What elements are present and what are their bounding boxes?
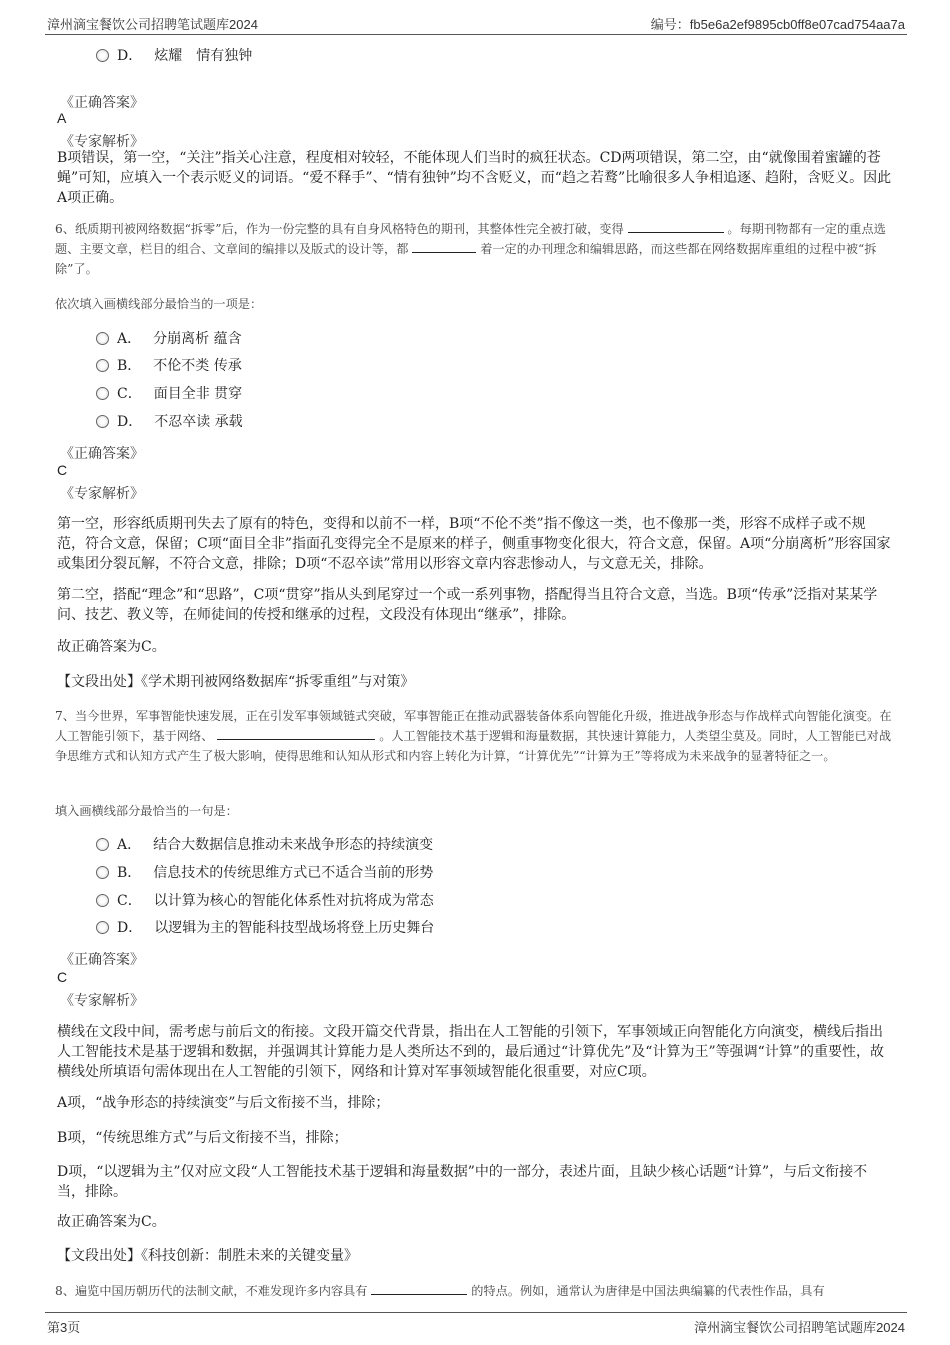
header-doc-id: 编号：fb5e6a2ef9895cb0ff8e07cad754aa7a <box>650 17 905 32</box>
q6-option-a[interactable]: A． 分崩离析 蕴含 <box>96 329 242 349</box>
answer-label: 《正确答案》 <box>60 95 144 111</box>
radio-icon[interactable] <box>96 49 109 62</box>
answer-label: 《正确答案》 <box>60 446 144 462</box>
analysis-paragraph-1: 横线在文段中间，需考虑与前后文的衔接。文段开篇交代背景，指出在人工智能的引领下，军事领域正向智能化方向演变，横线后指出人工智能技术是基于逻辑和数据，并强调其计算能力是人类所达不到的，最后通过“计算优先”及“计算为王”等强调“计算”的重要性，故横线处所填语句需体现出在人工智能的引领下，网络和计算对军事领域智能化很重要，对应C项。 <box>57 1024 884 1080</box>
q6-option-b[interactable]: B． 不伦不类 传承 <box>96 356 242 376</box>
prev-option-d[interactable]: D． 炫耀 情有独钟 <box>96 46 252 66</box>
question-6-text: 6、纸质期刊被网络数据“拆零”后，作为一份完整的具有自身风格特色的期刊，其整体性完全被打破，变得 。每期刊物都有一定的重点选题、主要文章，栏目的组合、文章间的编排以及版式的设计等，都 着一定的办刊理念和编辑思路，而这些都在网络数据库重组的过程中被“拆除”了。 <box>55 222 886 276</box>
q7-option-c[interactable]: C． 以计算为核心的智能化体系性对抗将成为常态 <box>96 891 434 911</box>
q7-option-d[interactable]: D． 以逻辑为主的智能科技型战场将登上历史舞台 <box>96 918 434 938</box>
question-7-prompt: 填入画横线部分最恰当的一句是： <box>55 804 238 818</box>
question-7-text: 7、当今世界，军事智能快速发展，正在引发军事领域链式突破，军事智能正在推动武器装备体系向智能化升级，推进战争形态与作战样式向智能化演变。在人工智能引领下，基于网络、 。人工智能技术基于逻辑和海量数据，其快速计算能力，人类望尘莫及。同时，人工智能已对战争思维方式和认知方式产生了极大影响，使得思维和认知从形式和内容上转化为计算，“计算优先”“计算为王”等将成为未来战争的显著特征之一。 <box>55 709 892 763</box>
answer-label: 《正确答案》 <box>60 952 144 968</box>
radio-icon[interactable] <box>96 359 109 372</box>
radio-icon[interactable] <box>96 894 109 907</box>
fill-blank <box>371 1282 467 1295</box>
radio-icon[interactable] <box>96 838 109 851</box>
analysis-text: B项错误，第一空，“关注”指关心注意，程度相对较轻，不能体现人们当时的疯狂状态。CD两项错误，第二空，由“就像围着蜜罐的苍蝇”可知，应填入一个表示贬义的词语。“爱不释手”、“情有独钟”均不含贬义，而“趋之若鹜”比喻很多人争相追逐、趋附，含贬义。因此A项正确。 <box>57 150 892 206</box>
answer-value: C <box>57 969 68 985</box>
analysis-conclusion: 故正确答案为C。 <box>57 1214 166 1230</box>
analysis-paragraph-4: D项，“以逻辑为主”仅对应文段“人工智能技术基于逻辑和海量数据”中的一部分，表述片面，且缺少核心话题“计算”，与后文衔接不当，排除。 <box>57 1164 868 1200</box>
source-citation: 【文段出处】《科技创新：制胜未来的关键变量》 <box>57 1248 358 1264</box>
radio-icon[interactable] <box>96 415 109 428</box>
question-8-text: 8、遍览中国历朝历代的法制文献，不难发现许多内容具有 的特点。例如，通常认为唐律是中国法典编纂的代表性作品，具有 <box>55 1284 825 1298</box>
answer-value: A <box>57 110 67 126</box>
fill-blank <box>628 220 724 233</box>
analysis-paragraph-3: B项，“传统思维方式”与后文衔接不当，排除； <box>57 1130 348 1146</box>
radio-icon[interactable] <box>96 387 109 400</box>
analysis-conclusion: 故正确答案为C。 <box>57 639 166 655</box>
footer-title: 漳州滴宝餐饮公司招聘笔试题库2024 <box>694 1320 905 1335</box>
q6-option-c[interactable]: C． 面目全非 贯穿 <box>96 384 242 404</box>
analysis-paragraph-1: 第一空，形容纸质期刊失去了原有的特色，变得和以前不一样，B项“不伦不类”指不像这一类，也不像那一类，形容不成样子或不规范，符合文意，保留；C项“面目全非”指面孔变得完全不是原来的样子，侧重事物变化很大，符合文意，保留。A项“分崩离析”形容国家或集团分裂瓦解，不符合文意，排除；D项“不忍卒读”常用以形容文章内容悲惨动人，与文意无关，排除。 <box>57 516 891 572</box>
analysis-paragraph-2: 第二空，搭配“理念”和“思路”，C项“贯穿”指从头到尾穿过一个或一系列事物，搭配得当且符合文意，当选。B项“传承”泛指对某某学问、技艺、教义等，在师徒间的传授和继承的过程，文段没有体现出“继承”，排除。 <box>57 587 878 623</box>
page-number: 第3页 <box>47 1320 81 1335</box>
answer-value: C <box>57 462 68 478</box>
fill-blank <box>217 727 375 740</box>
q7-option-a[interactable]: A． 结合大数据信息推动未来战争形态的持续演变 <box>96 835 433 855</box>
radio-icon[interactable] <box>96 332 109 345</box>
q7-option-b[interactable]: B． 信息技术的传统思维方式已不适合当前的形势 <box>96 863 433 883</box>
question-6-prompt: 依次填入画横线部分最恰当的一项是： <box>55 297 263 311</box>
header-title: 漳州滴宝餐饮公司招聘笔试题库2024 <box>47 17 258 32</box>
radio-icon[interactable] <box>96 921 109 934</box>
analysis-label: 《专家解析》 <box>60 134 144 150</box>
analysis-label: 《专家解析》 <box>60 486 144 502</box>
page-header <box>45 12 907 35</box>
analysis-label: 《专家解析》 <box>60 993 144 1009</box>
page-footer <box>45 1312 907 1335</box>
radio-icon[interactable] <box>96 866 109 879</box>
analysis-paragraph-2: A项，“战争形态的持续演变”与后文衔接不当，排除； <box>57 1095 390 1111</box>
q6-option-d[interactable]: D． 不忍卒读 承载 <box>96 412 243 432</box>
source-citation: 【文段出处】《学术期刊被网络数据库“拆零重组”与对策》 <box>57 674 415 690</box>
fill-blank <box>412 240 476 253</box>
